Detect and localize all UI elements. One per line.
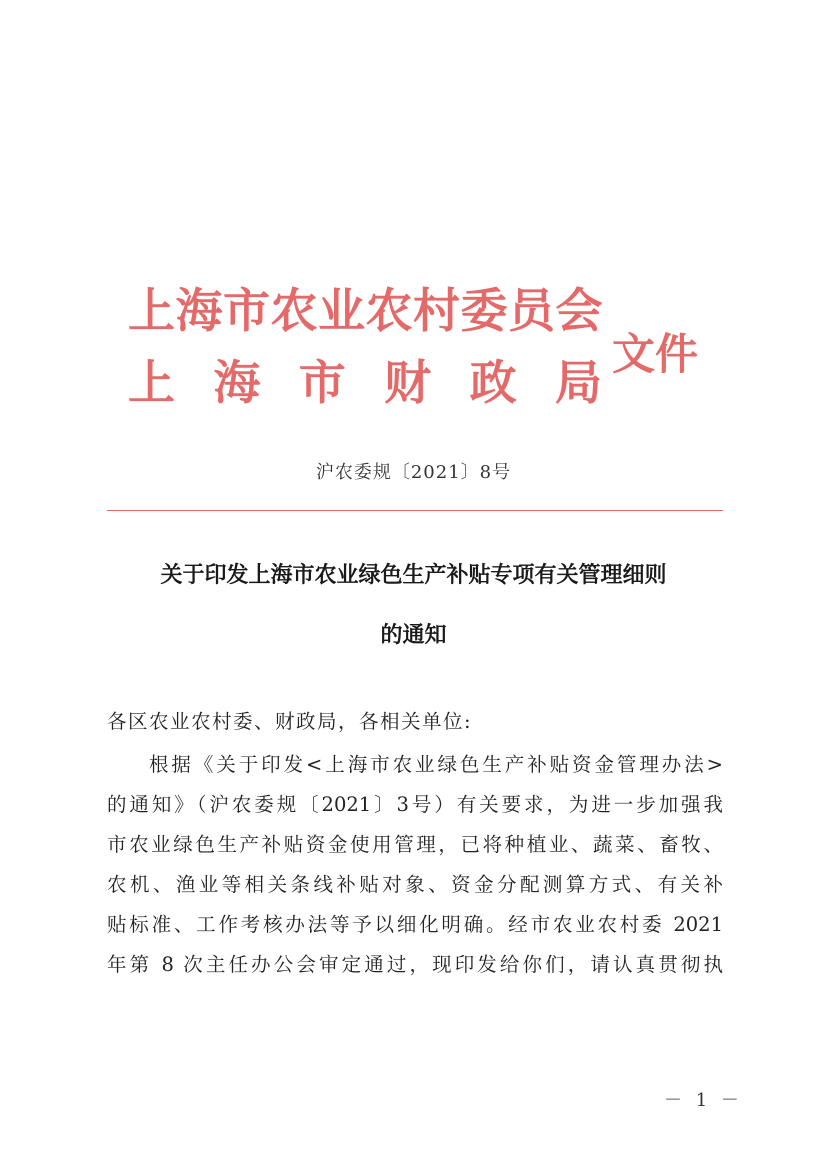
red-separator-rule [107, 510, 723, 511]
body-line: 年第 8 次主任办公会审定通过，现印发给你们，请认真贯彻执 [107, 953, 723, 976]
issuer-line-2-char: 上 [128, 356, 175, 411]
body-line: 农机、渔业等相关条线补贴对象、资金分配测算方式、有关补 [107, 873, 723, 896]
page-number: － 1 － [664, 1090, 743, 1111]
document-number: 沪农委规〔2021〕8号 [315, 462, 512, 483]
body-paragraph [107, 745, 723, 985]
issuer-line-2-char: 财 [384, 356, 432, 411]
body-line: 根据《关于印发<上海市农业绿色生产补贴资金管理办法> [149, 753, 723, 776]
issuer-line-2-char: 局 [554, 356, 602, 411]
issuer-line-2-char: 市 [298, 356, 346, 411]
issuer-line-2-char: 海 [213, 356, 261, 411]
salutation: 各区农业农村委、财政局，各相关单位: [107, 710, 473, 733]
document-title-line-2: 的通知 [380, 622, 447, 648]
issuer-line-2-char: 政 [469, 356, 517, 411]
body-line: 市农业绿色生产补贴资金使用管理，已将种植业、蔬菜、畜牧、 [107, 833, 723, 856]
issuer-line-2 [128, 356, 602, 412]
document-title-line-1: 关于印发上海市农业绿色生产补贴专项有关管理细则 [160, 562, 667, 588]
document-type: 文件 [612, 330, 698, 380]
issuer-line-1: 上海市农业农村委员会 [128, 284, 603, 339]
body-line: 的通知》（沪农委规〔2021〕3号）有关要求，为进一步加强我 [107, 793, 723, 816]
body-line: 贴标准、工作考核办法等予以细化明确。经市农业农村委 2021 [107, 913, 723, 936]
